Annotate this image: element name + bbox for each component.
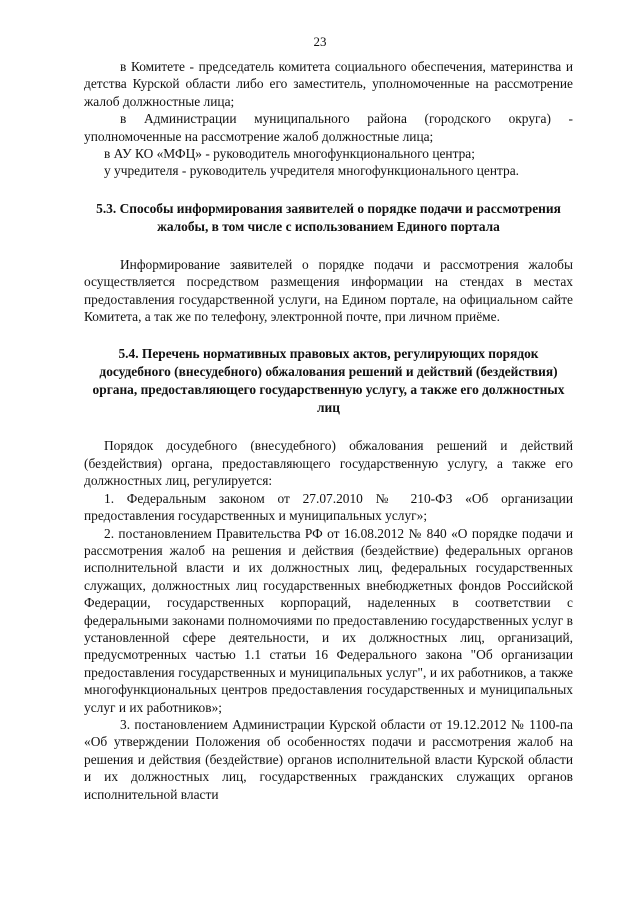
paragraph-founder: у учредителя - руководитель учредителя многофункционального центра. (104, 163, 520, 179)
list-item-kursk-decree: 3. постановлением Администрации Курской области от 19.12.2012 № 1100-па «Об утверждении Положения об особенностях подачи и рассмотрения жалоб на решения и действия (бездействие) органов исполнительной власти Курской области и их должностных лиц, государственных гражданских служащих органов исполнительной власти (84, 716, 573, 802)
list-item-government-decree: 2. постановлением Правительства РФ от 16.08.2012 № 840 «О порядке подачи и рассмотрения жалоб на решения и действия (бездействие) федеральных органов исполнительной власти и их должностных лиц, федеральных государственных служащих, должностных лиц государственных внебюджетных фондов Российской Федерации, государственных корпораций, наделенных в соответствии с федеральными законами полномочиями по предоставлению государственных услуг в установленной сфере деятельности, и их должностных лиц, организаций, предусмотренных частью 1.1 статьи 16 Федерального закона "Об организации предоставления государственных и муниципальных услуг", и их работников, а также многофункциональных центров предоставления государственных и муниципальных услуг и их работников»; (84, 525, 573, 715)
section-heading-5-4: 5.4. Перечень нормативных правовых актов, регулирующих порядок досудебного (внесудебного) обжалования решений и действий (бездействия) органа, предоставляющего государственную услугу, а также его должностных лиц (92, 346, 565, 416)
page-number: 23 (313, 34, 327, 49)
paragraph-committee: в Комитете - председатель комитета социального обеспечения, материнства и детства Курской области либо его заместитель, уполномоченные на рассмотрение жалоб должностные лица; (84, 59, 573, 109)
document-body (84, 58, 573, 803)
paragraph-regulation-intro: Порядок досудебного (внесудебного) обжалования решений и действий (бездействия) органа, предоставляющего государственную услугу, а также его должностных лиц, регулируется: (84, 438, 573, 489)
paragraph-municipal-admin: в Администрации муниципального района (городского округа) - уполномоченные на рассмотрение жалоб должностные лица; (84, 111, 573, 144)
section-heading-5-3: 5.3. Способы информирования заявителей о порядке подачи и рассмотрения жалобы, в том числе с использованием Единого портала (96, 200, 561, 234)
paragraph-informing: Информирование заявителей о порядке подачи и рассмотрения жалобы осуществляется посредством размещения информации на стендах в местах предоставления государственной услуги, на Едином портале, на официальном сайте Комитета, а так же по телефону, электронной почте, при личном приёме. (84, 256, 573, 325)
paragraph-mfc: в АУ КО «МФЦ» - руководитель многофункционального центра; (104, 146, 475, 162)
list-item-federal-law: 1. Федеральным законом от 27.07.2010 № 210-ФЗ «Об организации предоставления государственных и муниципальных услуг»; (84, 490, 573, 524)
